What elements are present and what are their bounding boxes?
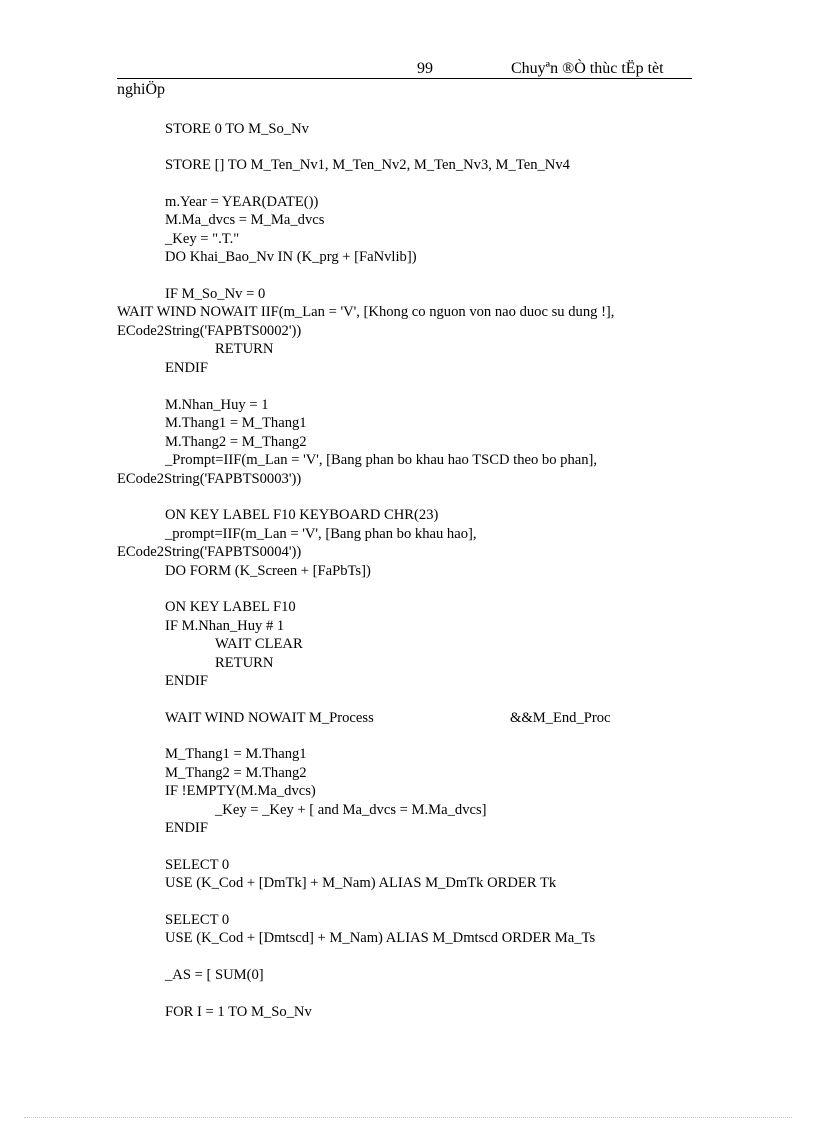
code-line: WAIT WIND NOWAIT M_Process bbox=[165, 710, 374, 726]
code-line: IF M.Nhan_Huy # 1 bbox=[165, 618, 285, 634]
code-line: FOR I = 1 TO M_So_Nv bbox=[165, 1004, 312, 1020]
header-title: Chuyªn ®Ò thùc tËp tèt bbox=[511, 60, 664, 77]
code-line: ENDIF bbox=[165, 360, 208, 376]
code-line: M_Thang1 = M.Thang1 bbox=[165, 746, 307, 762]
code-line: ECode2String('FAPBTS0002')) bbox=[117, 323, 302, 339]
code-line: M_Thang2 = M.Thang2 bbox=[165, 765, 307, 781]
code-line: USE (K_Cod + [Dmtscd] + M_Nam) ALIAS M_Dmtscd ORDER Ma_Ts bbox=[165, 930, 596, 946]
code-line: M.Ma_dvcs = M_Ma_dvcs bbox=[165, 212, 325, 228]
code-line: m.Year = YEAR(DATE()) bbox=[165, 194, 319, 210]
code-line: SELECT 0 bbox=[165, 857, 230, 873]
code-line: RETURN bbox=[215, 341, 274, 357]
code-line: M.Thang1 = M_Thang1 bbox=[165, 415, 307, 431]
code-line: _Prompt=IIF(m_Lan = 'V', [Bang phan bo khau hao TSCD theo bo phan], bbox=[165, 452, 598, 468]
code-line: _AS = [ SUM(0] bbox=[165, 967, 264, 983]
page-number: 99 bbox=[417, 60, 433, 77]
code-line: RETURN bbox=[215, 655, 274, 671]
code-line: IF M_So_Nv = 0 bbox=[165, 286, 266, 302]
code-line: IF !EMPTY(M.Ma_dvcs) bbox=[165, 783, 316, 799]
code-line: SELECT 0 bbox=[165, 912, 230, 928]
code-line: _Key = ".T." bbox=[165, 231, 240, 247]
code-line: ENDIF bbox=[165, 673, 208, 689]
code-line: ECode2String('FAPBTS0004')) bbox=[117, 544, 302, 560]
code-line: _Key = _Key + [ and Ma_dvcs = M.Ma_dvcs] bbox=[215, 802, 487, 818]
code-line: USE (K_Cod + [DmTk] + M_Nam) ALIAS M_DmTk ORDER Tk bbox=[165, 875, 557, 891]
code-line: WAIT WIND NOWAIT IIF(m_Lan = 'V', [Khong co nguon von nao duoc su dung !], bbox=[117, 304, 615, 320]
code-line: STORE [] TO M_Ten_Nv1, M_Ten_Nv2, M_Ten_Nv3, M_Ten_Nv4 bbox=[165, 157, 570, 173]
header-rule bbox=[117, 78, 692, 79]
code-line: _prompt=IIF(m_Lan = 'V', [Bang phan bo khau hao], bbox=[165, 526, 477, 542]
code-line: ENDIF bbox=[165, 820, 208, 836]
code-line: ON KEY LABEL F10 KEYBOARD CHR(23) bbox=[165, 507, 439, 523]
code-line: DO FORM (K_Screen + [FaPbTs]) bbox=[165, 563, 371, 579]
header-title-continued: nghiÖp bbox=[117, 81, 165, 98]
code-line: ON KEY LABEL F10 bbox=[165, 599, 296, 615]
page-bottom-border bbox=[24, 1117, 792, 1118]
code-line: STORE 0 TO M_So_Nv bbox=[165, 121, 309, 137]
code-line: DO Khai_Bao_Nv IN (K_prg + [FaNvlib]) bbox=[165, 249, 417, 265]
code-comment: &&M_End_Proc bbox=[510, 710, 611, 726]
code-line: M.Nhan_Huy = 1 bbox=[165, 397, 269, 413]
code-line: M.Thang2 = M_Thang2 bbox=[165, 434, 307, 450]
code-line: ECode2String('FAPBTS0003')) bbox=[117, 471, 302, 487]
code-line: WAIT CLEAR bbox=[215, 636, 303, 652]
